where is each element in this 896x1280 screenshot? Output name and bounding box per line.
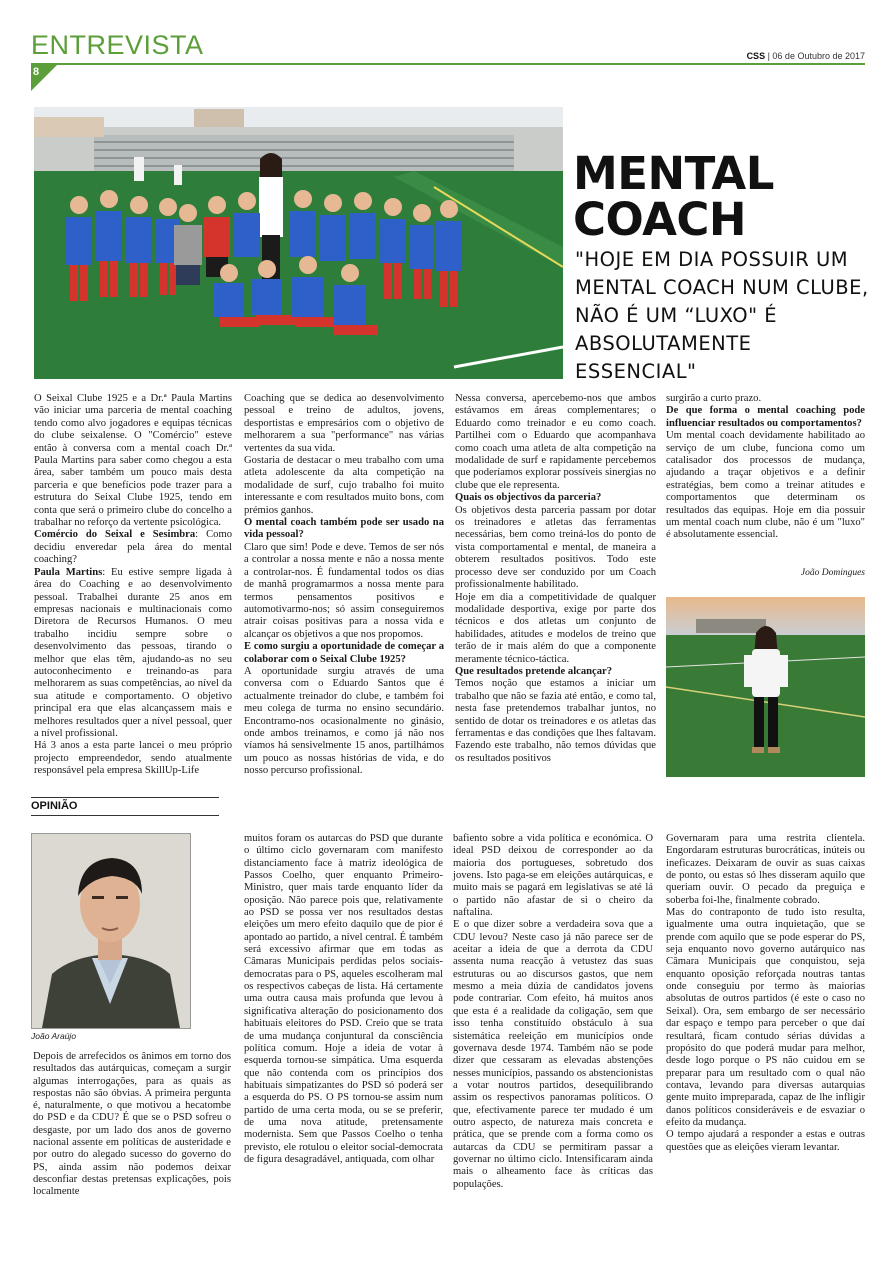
paragraph: Gostaria de destacar o meu trabalho com uma atleta adolescente da alta competição na modalidade de surf, cujo trabalho foi muito interessante e com resultados muito bons, com prémios ganhos. <box>244 455 444 516</box>
interview-answer <box>34 529 232 566</box>
paragraph: Os objetivos desta parceria passam por dotar os treinadores e atletas das ferramentas necessárias, bem como treiná-los do ponto de vista comportamental e mental, de maneira a obterem resultados positivos. Todo este processo deve ser conduzido por um Coach profissionalmente habilitado. <box>455 504 656 591</box>
team-photo-illustration <box>34 107 563 379</box>
section-title: ENTREVISTA <box>31 30 204 60</box>
paragraph: Um mental coach devidamente habilitado ao serviço de um clube, funciona como um catalisador dos processos de mudança, ajudando a traçar objetivos e a definir estratégias, bem como a treinar atitudes e comportamentos que determinam os resultados das equipas. Hoje em dia possuir um mental coach num clube, não é um "luxo" é absolutamente essencial. <box>666 430 865 541</box>
headline-line-2: COACH <box>573 193 747 246</box>
interview-question: Que resultados pretende alcançar? <box>455 665 613 677</box>
opinion-top-rule <box>31 797 219 798</box>
answer-text: : Eu estive sempre ligada à área do Coaching e ao desenvolvimento pessoal. Trabalhei durante 25 anos em empresas nacionais e multinacionais como Diretora de Recursos Humanos. O meu trabalho incidiu sempre sobre o desenvolvimento das pessoas, tirando o melhor que elas têm, ajudando-as no seu autoconhecimento e treinando-as para melhorarem as suas competências, ao nível da sua atitude e comportamento. O objetivo principal era que elas alcançassem mais e melhores resultados quer a nível pessoal, quer a nível profissional. <box>34 566 232 739</box>
article-column-4 <box>666 393 865 542</box>
paragraph: O Seixal Clube 1925 e a Dr.ª Paula Martins vão iniciar uma parceria de mental coaching tendo como alvo jogadores e equipas técnicas do clube seixalense. O "Comércio" esteve então à conversa com a mental coach Dr.ª Paula Martins para saber como chegou a esta área, saber também um pouco mais desta parceria e que benefícios pode trazer para a estrutura do Seixal Clube 1925, tendo em conta que será o primeiro clube do concelho a trabalhar no reforço da vertente psicológica. <box>34 393 232 529</box>
author-portrait <box>31 833 191 1029</box>
page-number: 8 <box>33 66 40 78</box>
article-headline <box>573 147 774 246</box>
article-subheadline: "HOJE EM DIA POSSUIR UM MENTAL COACH NUM CLUBE, NÃO É UM “LUXO" É ABSOLUTAMENTE ESSENCIAL" <box>575 248 869 383</box>
opinion-paragraph: Mas do contraponto de tudo isto resulta, igualmente uma outra inquietação, que se prende com aquilo que se pode esperar do PS, seja enquanto novo governo autárquico nas Câmara Municipais que conquistou, seja enquanto oposição reforçada noutras tantas onde conseguiu por termo às maiorias absolutas de outros partidos (é este o caso no Seixal). Ora, sem embargo de ser necessário dar espaço e tempo para perceber o que daí resultará, ficam contudo sérias dúvidas a propósito do que poderá mudar para melhor, desde logo porque o PS não cuidou em se preparar para um resultado com o qual não contava, levando para diversas autarquias gente muito impreparada, capaz de lhe infligir danos políticos consideráveis e de esvaziar o efeito da mudança. <box>666 907 865 1128</box>
interview-question: O mental coach também pode ser usado na vida pessoal? <box>244 517 444 541</box>
paragraph: Há 3 anos a esta parte lancei o meu próprio projecto empreendedor, sendo atualmente responsável pela empresa SkillUp-Life <box>34 740 232 777</box>
page-number-tab <box>31 65 57 91</box>
opinion-column-1 <box>33 1051 231 1199</box>
header-rule <box>31 63 865 65</box>
interview-question: De que forma o mental coaching pode influenciar resultados ou comportamentos? <box>666 405 865 429</box>
author-caption: João Araújo <box>31 1031 77 1041</box>
answer-text: : Como decidiu enveredar pela área do mental coaching? <box>34 529 232 566</box>
headline-line-1: MENTAL <box>573 147 774 200</box>
paragraph: Claro que sim! Pode e deve. Temos de ser nós a controlar a nossa mente e não a nossa mente a controlar-nos. É fundamental todos os dias de manhã programarmos a nossa mente para termos pensamentos positivos e automotivarmo-nos; só assim conseguiremos atrair coisas positivas para a nossa vida e alcançar os objetivos a que nos propomos. <box>244 541 444 640</box>
paragraph: Nessa conversa, apercebemo-nos que ambos estávamos em áreas complementares; o Eduardo como treinador e eu como coach. Partilhei com o Eduardo que acompanhava como coach uma atleta de alta competição na modalidade de surf e rapidamente percebemos que poderíamos explorar possíveis sinergias no clube que ele representa. <box>455 393 656 491</box>
paragraph: Hoje em dia a competitividade de qualquer modalidade desportiva, exige por parte dos técnicos e dos atletas um conjunto de habilidades, atitudes e modelos de treino que terão de ir mais além do que a componente meramente técnico-táctica. <box>455 591 656 665</box>
paragraph: Coaching que se dedica ao desenvolvimento pessoal e treino de adultos, jovens, desportistas e empresários com o objetivo de melhorarem a sua "performance" nas várias vertentes da sua vida. <box>244 393 444 454</box>
article-column-2 <box>244 393 444 778</box>
opinion-paragraph: O tempo ajudará a responder a estas e outras questões que as eleições vieram levantar. <box>666 1129 865 1153</box>
team-photo <box>34 107 563 379</box>
opinion-column-2 <box>244 833 443 1166</box>
article-column-1 <box>34 393 232 778</box>
masthead: CSS | 06 de Outubro de 2017 <box>746 51 865 61</box>
opinion-label: OPINIÃO <box>31 800 219 816</box>
author-portrait-illustration <box>32 834 190 1028</box>
speaker-label: Paula Martins <box>34 566 103 578</box>
opinion-column-3 <box>453 833 653 1191</box>
coach-photo-illustration <box>666 597 865 777</box>
paragraph: A oportunidade surgiu através de uma conversa com o Eduardo Santos que é actualmente treinador do clube, e também foi meu colega de turma no ensino secundário. Encontramo-nos ocasionalmente no ginásio, onde ambos treinamos, e como já não nos víamos há sensivelmente 15 anos, partilhámos um pouco as nossas histórias de vida, e do nosso percurso profissional. <box>244 665 444 777</box>
publication-name: CSS <box>746 51 766 61</box>
opinion-text-2: muitos foram os autarcas do PSD que durante o último ciclo governaram com manifesto distanciamento face à matriz ideológica de Passos Coelho, quer enquanto Primeiro-Ministro, quer mais tarde enquanto líder da oposição. Não parece pois que, relativamente ao PSD se possa ver nos resultados destas eleições um mero efeito daquilo que de pior é apontado ao partido, a nível central. É também será excessivo afirmar que em todas as Câmaras Municipais perdidas pelos sociais-democratas para o PS, aqueles escolheram mal os respectivos cabeças de lista. Há certamente uma outra causa mais profunda que levou à significativa alteração do posicionamento dos habituais eleitores do PSD. Creio que se trata de uma mudança conjuntural da consciência política comum. Hoje a ideia de votar à esquerda tornou-se simpática. Uma esquerda que não contenda com os princípios dos habituais simpatizantes do PSD só poderá ser a esquerda do PS. O PS tornou-se assim num partido de uma certa moda, ou se se preferir, de uma nova atitude, pretensamente modernista. Sem que Passos Coelho o tenha previsto, ele rotulou o eleitor social-democrata de figura desagradável, antiquada, com olhar <box>244 833 443 1165</box>
article-author: João Domingues <box>800 568 865 578</box>
paragraph: surgirão a curto prazo. <box>666 393 762 404</box>
interview-question: Quais os objectivos da parceria? <box>455 492 602 504</box>
opinion-column-4 <box>666 833 865 1154</box>
opinion-paragraph: Governaram para uma restrita clientela. Engordaram estruturas burocráticas, inúteis ou ineficazes. Deixaram de ouvir as suas caixas de ponto, ou estas só lhes disseram aquilo que queriam ouvir. O pecado da preguiça e soberba foi-lhe, finalmente cobrado. <box>666 833 865 906</box>
interview-question: E como surgiu a oportunidade de começar a colaborar com o Seixal Clube 1925? <box>244 641 444 665</box>
interview-answer <box>34 567 232 741</box>
coach-photo <box>666 597 865 777</box>
issue-date: 06 de Outubro de 2017 <box>772 51 865 61</box>
paragraph: Temos noção que estamos a iniciar um trabalho que não se fazia até então, e como tal, nesta fase pretendemos trabalhar juntos, no sentido de dotar os treinadores e os atletas das ferramentas e das condições que lhes faltavam. Fazendo este trabalho, não temos dúvidas que os resultados positivos <box>455 678 656 764</box>
article-column-3 <box>455 393 656 765</box>
opinion-paragraph: bafiento sobre a vida política e económica. O ideal PSD deixou de corresponder ao da maioria dos portugueses, sobretudo dos jovens. Isto paga-se em eleições autárquicas, e muito mais se pagará em legislativas se até lá o partido não afastar de si o cheiro da naftalina. <box>453 833 653 919</box>
speaker-label: Comércio do Seixal e Sesimbra <box>34 529 196 541</box>
opinion-paragraph: E o que dizer sobre a verdadeira sova que a CDU levou? Neste caso já não parece ser de aceitar a ideia de que a derrota da CDU assenta numa reacção à vetustez das suas estruturas ou ao discursos gastos, que nem mesmo a meia dúzia de candidatos jovens pode contrariar. Com efeito, há muitos anos que esta é a realidade da coligação, sem que isso tenha constituído obstáculo à sua sistemática reeleição em municípios onde governava desde 1974. Também não se pode dizer que cessaram as elevadas abstenções nesses municípios, passando os abstencionistas a votar noutros partidos, desequilibrando assim os respectivos panoramas políticos. O que, efectivamente parece ter mudado é um outro aspecto, de natureza mais concreta e prática, que se prende com a forma como os autarcas da CDU se permitiram passar a governar no último ciclo. Intensificaram ainda mais o alheamento face às críticas das populações. <box>453 919 653 1190</box>
opinion-text-1: Depois de arrefecidos os ânimos em torno dos resultados das autárquicas, começam a surgir algumas interrogações, para as quais as respostas não são óbvias. A primeira pergunta é, naturalmente, o que motivou a hecatombe do PSD e da CDU? É que se o PSD sofreu o desgaste, por um lado dos anos de governo nacional assente em políticas de austeridade e por outro do alegado sucesso do governo do PS, ainda assim não podemos deixar desconfiar destas pretensas explicações, pois localmente <box>33 1051 231 1198</box>
